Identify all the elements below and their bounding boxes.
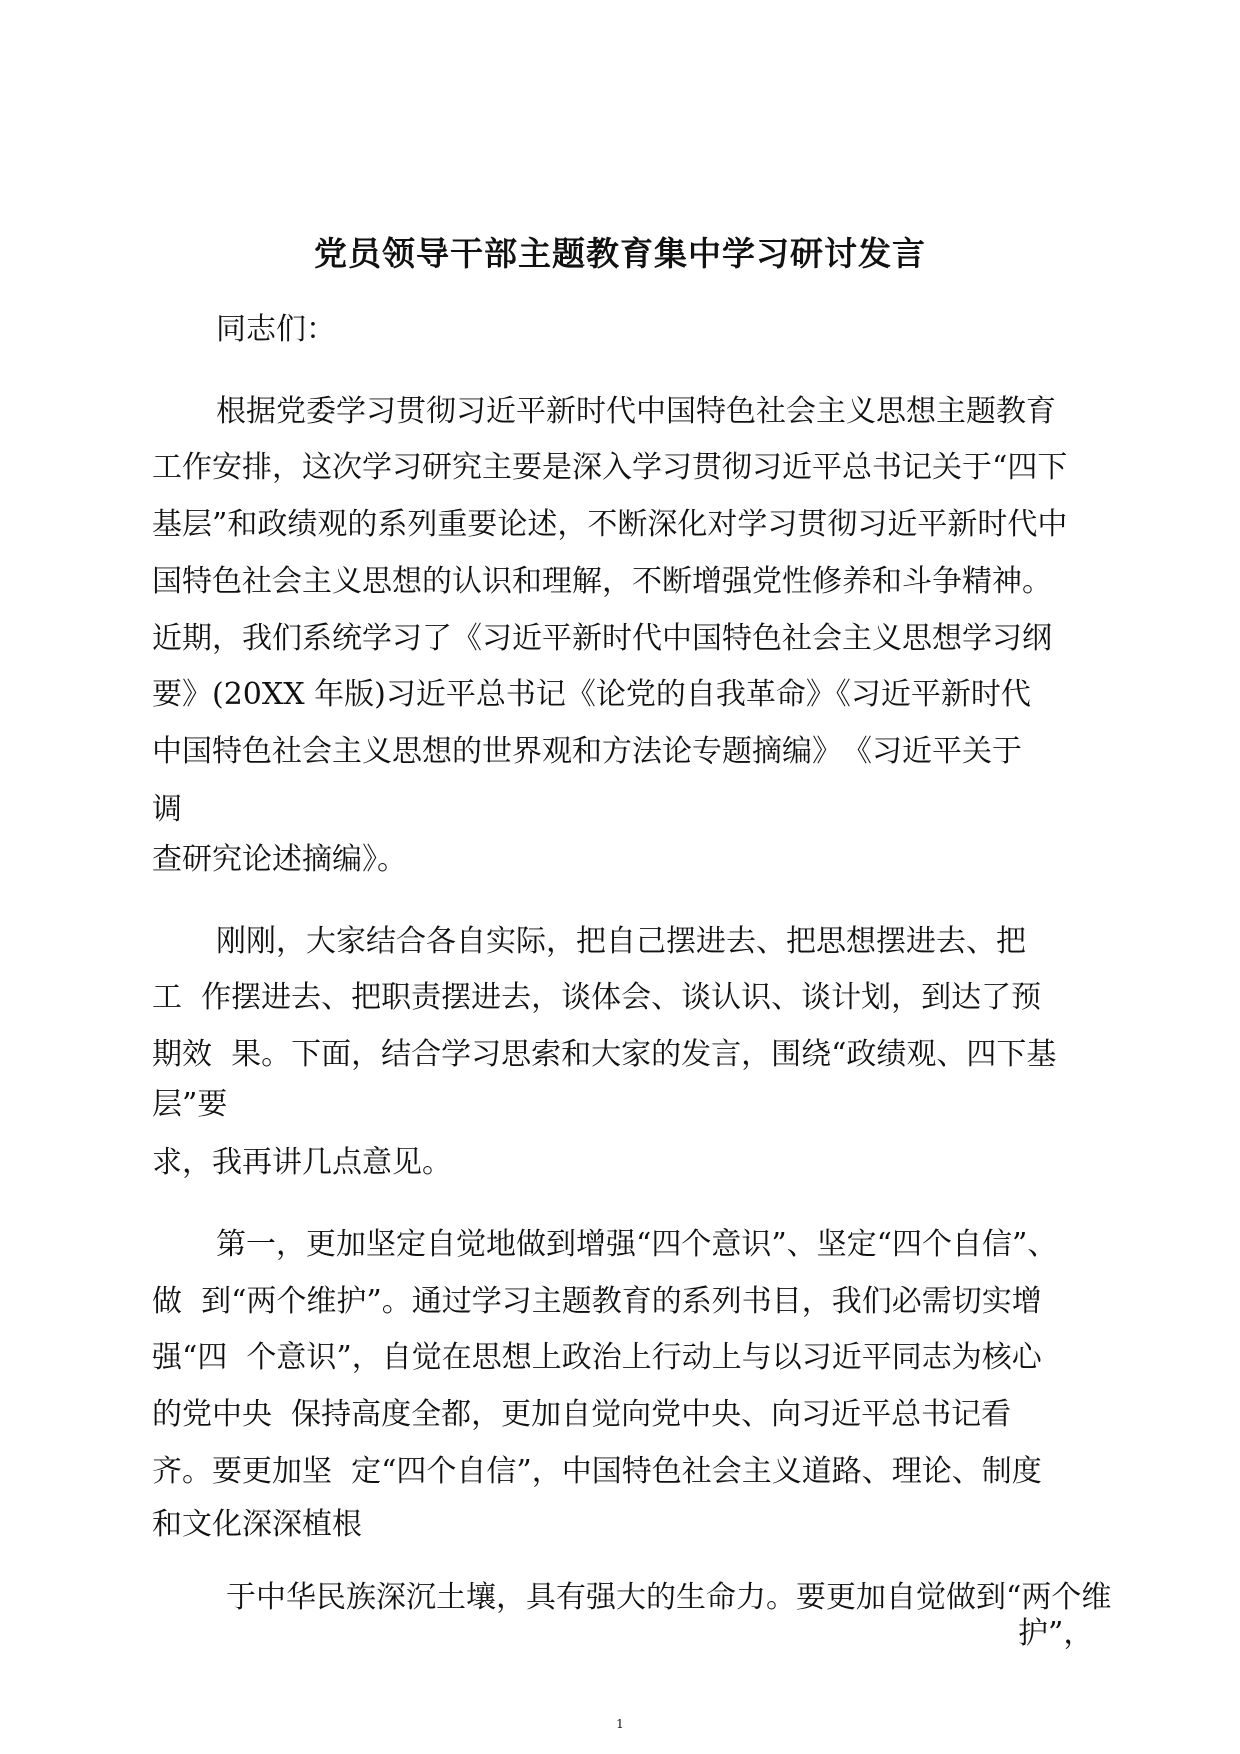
paragraph-3-line-6: 和文化深深植根 [152, 1507, 362, 1542]
paragraph-2-line-1: 刚刚，大家结合各自实际，把自己摆进去、把思想摆进去、把 [216, 924, 1026, 959]
paragraph-3-line-7: 于中华民族深沉土壤，具有强大的生命力。要更加自觉做到“两个维 [226, 1580, 1112, 1615]
paragraph-3-line-5: 齐。要更加坚 定“四个自信”，中国特色社会主义道路、理论、制度 [152, 1454, 1042, 1489]
paragraph-1-line-7: 中国特色社会主义思想的世界观和方法论专题摘编》 《习近平关于 [152, 734, 1022, 769]
paragraph-1-line-5: 近期，我们系统学习了《习近平新时代中国特色社会主义思想学习纲 [152, 621, 1052, 656]
paragraph-2-line-4: 层”要 [152, 1087, 228, 1122]
paragraph-2-line-2: 工 作摆进去、把职责摆进去，谈体会、谈认识、谈计划，到达了预 [152, 980, 1042, 1015]
document-title: 党员领导干部主题教育集中学习研讨发言 [314, 234, 926, 273]
paragraph-1-line-6: 要》(20XX 年版)习近平总书记《论党的自我革命》《习近平新时代 [152, 677, 1031, 712]
paragraph-3-line-3: 强“四 个意识”，自觉在思想上政治上行动上与以习近平同志为核心 [152, 1340, 1042, 1375]
page-number: 1 [616, 1717, 624, 1731]
paragraph-1-line-9: 查研究论述摘编》。 [152, 842, 407, 877]
paragraph-1-line-1: 根据党委学习贯彻习近平新时代中国特色社会主义思想主题教育 [216, 394, 1056, 429]
paragraph-1-line-4: 国特色社会主义思想的认识和理解，不断增强党性修养和斗争精神。 [152, 564, 1052, 599]
paragraph-3-line-8: 护”， [1018, 1616, 1094, 1651]
paragraph-2-line-5: 求，我再讲几点意见。 [152, 1145, 452, 1180]
paragraph-1-line-3: 基层”和政绩观的系列重要论述，不断深化对学习贯彻习近平新时代中 [152, 507, 1068, 542]
paragraph-3-line-1: 第一，更加坚定自觉地做到增强“四个意识”、坚定“四个自信”、 [216, 1227, 1058, 1262]
paragraph-1-line-8: 调 [152, 792, 182, 827]
salutation: 同志们： [216, 312, 336, 347]
paragraph-2-line-3: 期效 果。下面，结合学习思索和大家的发言，围绕“政绩观、四下基 [152, 1037, 1057, 1072]
paragraph-3-line-2: 做 到“两个维护”。通过学习主题教育的系列书目，我们必需切实增 [152, 1284, 1042, 1319]
paragraph-1-line-2: 工作安排，这次学习研究主要是深入学习贯彻习近平总书记关于“四下 [152, 450, 1068, 485]
paragraph-3-line-4: 的党中央 保持高度全都，更加自觉向党中央、向习近平总书记看 [152, 1397, 1012, 1432]
